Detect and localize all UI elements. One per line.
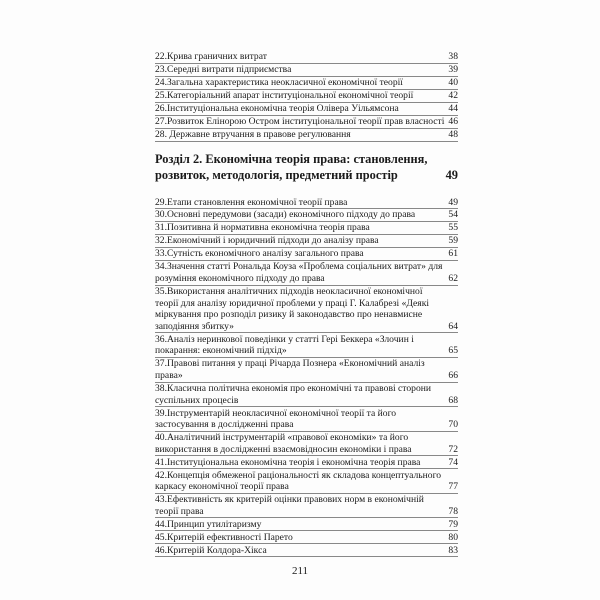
section-heading-page: 49 bbox=[445, 167, 458, 182]
toc-entry-title: 23.Середні витрати підприємства bbox=[155, 63, 292, 75]
toc-entry bbox=[155, 51, 458, 64]
section-heading-title: розвиток, методологія, предметний простір bbox=[155, 167, 398, 182]
toc-entry-page: 70 bbox=[448, 419, 458, 431]
toc-entry-title: 34.Значення статті Рональда Коуза «Проблема соціальних витрат» для розуміння економічного підходу до права bbox=[155, 261, 443, 285]
toc-entry-page: 49 bbox=[448, 196, 458, 208]
toc-entry-title: 38.Класична політична економія про економічні та правові сторони суспільних процесів bbox=[155, 382, 432, 406]
toc-part-1 bbox=[155, 51, 458, 142]
toc-entry-page: 59 bbox=[448, 235, 458, 247]
toc-entry-title: 37.Правові питання у праці Річарда Познера «Економічний аналіз права» bbox=[155, 358, 425, 381]
toc-entry bbox=[155, 383, 458, 407]
toc-entry-page: 48 bbox=[448, 128, 458, 140]
toc-entry-page: 61 bbox=[448, 248, 458, 260]
toc-entry-page: 44 bbox=[448, 102, 458, 114]
toc-entry-page: 83 bbox=[448, 544, 458, 556]
toc-entry bbox=[155, 248, 458, 261]
toc-entry bbox=[155, 334, 458, 358]
toc-entry bbox=[155, 90, 458, 103]
toc-entry-title: 41.Інституціональна економічна теорія і економічна теорія права bbox=[155, 456, 421, 468]
toc-entry-title: 24.Загальна характеристика неокласичної економічної теорії bbox=[155, 76, 403, 88]
toc-entry-page: 64 bbox=[448, 320, 458, 332]
toc-entry-page: 77 bbox=[448, 481, 458, 493]
toc-entry bbox=[155, 358, 458, 382]
toc-entry-page: 74 bbox=[448, 456, 458, 468]
toc-entry-page: 46 bbox=[448, 115, 458, 127]
section-heading-line1: Розділ 2. Економічна теорія права: становлення, bbox=[155, 151, 428, 166]
toc-entry bbox=[155, 261, 458, 285]
toc-entry bbox=[155, 64, 458, 77]
toc-entry-page: 72 bbox=[448, 443, 458, 455]
toc-entry-title: 25.Категоріальний апарат інституціональної економічної теорії bbox=[155, 89, 414, 101]
toc-entry bbox=[155, 532, 458, 545]
toc-entry bbox=[155, 103, 458, 116]
toc-entry bbox=[155, 494, 458, 518]
toc-entry bbox=[155, 116, 458, 129]
toc-entry-title: 36.Аналіз неринкової поведінки у статті Гері Беккера «Злочин і покарання: економічний підхід» bbox=[155, 333, 414, 357]
toc-entry-title: 27.Розвиток Елінорою Остром інституціональної теорії прав власності bbox=[155, 115, 445, 127]
toc-entry bbox=[155, 286, 458, 333]
toc-entry-page: 68 bbox=[448, 394, 458, 406]
toc-entry bbox=[155, 457, 458, 470]
toc-entry bbox=[155, 432, 458, 456]
toc-entry-title: 33.Сутність економічного аналізу загального права bbox=[155, 248, 364, 260]
toc-entry-title: 42.Концепція обмеженої раціональності як складова концептуального каркасу економічної теорії права bbox=[155, 469, 442, 493]
toc-entry-title: 26.Інституціональна економічна теорія Олівера Уільямсона bbox=[155, 102, 399, 114]
toc-entry-title: 31.Позитивна й нормативна економічна теорія права bbox=[155, 222, 370, 234]
toc-entry bbox=[155, 222, 458, 235]
section-heading-line2 bbox=[155, 167, 458, 183]
toc-entry-page: 54 bbox=[448, 209, 458, 221]
toc-entry bbox=[155, 235, 458, 248]
toc-entry bbox=[155, 197, 458, 210]
toc-entry bbox=[155, 408, 458, 432]
toc-entry-title: 46.Критерій Колдора-Хікса bbox=[155, 544, 267, 556]
toc-entry bbox=[155, 77, 458, 90]
toc-entry-title: 44.Принцип утилітаризму bbox=[155, 518, 262, 530]
toc-entry-page: 80 bbox=[448, 531, 458, 543]
toc-entry bbox=[155, 545, 458, 558]
toc-entry-page: 55 bbox=[448, 222, 458, 234]
toc-entry-title: 45.Критерій ефективності Парето bbox=[155, 531, 293, 543]
toc-entry-title: 40.Аналітичний інструментарій «правової економіки» та його використання в дослідженні взаємовідносин економіки і права bbox=[155, 432, 412, 455]
table-of-contents bbox=[155, 51, 458, 558]
toc-entry-page: 40 bbox=[448, 76, 458, 88]
toc-entry-title: 29.Етапи становлення економічної теорії права bbox=[155, 196, 348, 208]
section-heading bbox=[155, 151, 458, 183]
toc-entry-title: 30.Основні передумови (засади) економічного підходу до права bbox=[155, 209, 416, 221]
toc-entry-page: 42 bbox=[448, 89, 458, 101]
toc-entry-page: 79 bbox=[448, 518, 458, 530]
toc-entry-title: 39.Інструментарій неокласичної економічної теорії та його застосування в дослідженні права bbox=[155, 407, 397, 431]
toc-entry bbox=[155, 129, 458, 142]
toc-entry-page: 38 bbox=[448, 51, 458, 62]
toc-entry-page: 78 bbox=[448, 505, 458, 517]
toc-entry-title: 28. Державне втручання в правове регулювання bbox=[155, 128, 351, 140]
toc-entry-title: 43.Ефективність як критерій оцінки правових норм в економічній теорії права bbox=[155, 494, 424, 517]
toc-entry-title: 35.Використання аналітичних підходів неокласичної економічної теорії для аналізу юридичної проблеми у праці Г. Калабрезі «Деякі міркування про розподіл ризику й законодавство про ненавмисне заподіяння збитку» bbox=[155, 286, 430, 332]
toc-entry-title: 32.Економічний і юридичний підходи до аналізу права bbox=[155, 235, 379, 247]
toc-entry-page: 62 bbox=[448, 273, 458, 285]
toc-entry bbox=[155, 470, 458, 494]
toc-entry bbox=[155, 209, 458, 222]
toc-part-2 bbox=[155, 197, 458, 558]
toc-entry-page: 66 bbox=[448, 369, 458, 381]
page-number: 211 bbox=[291, 565, 309, 577]
toc-entry-title: 22.Крива граничних витрат bbox=[155, 51, 267, 62]
toc-entry bbox=[155, 519, 458, 532]
toc-entry-page: 39 bbox=[448, 63, 458, 75]
toc-entry-page: 65 bbox=[448, 345, 458, 357]
